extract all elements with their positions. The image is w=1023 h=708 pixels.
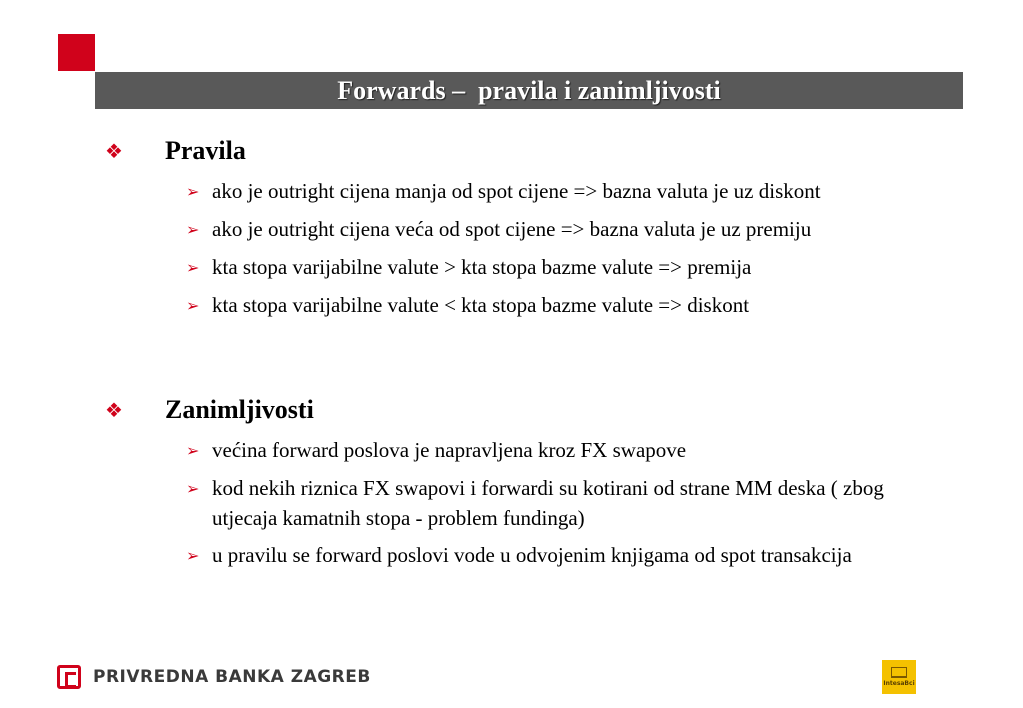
arrow-bullet-icon: ➢ [186,258,200,277]
list-item: ➢ kta stopa varijabilne valute < kta stopa bazme valute => diskont [186,290,906,321]
diamond-bullet-icon: ❖ [105,139,123,163]
list-item: ➢ kod nekih riznica FX swapovi i forwardi su kotirani od strane MM deska ( zbog utjecaja kamatnih stopa - problem fundinga) [186,473,906,533]
arrow-bullet-icon: ➢ [186,182,200,201]
list-item: ➢ kta stopa varijabilne valute > kta stopa bazme valute => premija [186,252,906,283]
section-label: Pravila [165,136,246,165]
zanimljivosti-list [186,435,906,578]
list-item: ➢ ako je outright cijena veća od spot cijene => bazna valuta je uz premiju [186,214,906,245]
list-item: ➢ u pravilu se forward poslovi vode u odvojenim knjigama od spot transakcija [186,540,906,571]
intesa-logo-text: IntesaBci [883,680,915,687]
intesa-logo [882,660,916,694]
arrow-bullet-icon: ➢ [186,546,200,565]
arrow-bullet-icon: ➢ [186,220,200,239]
pbz-logo-icon [57,665,81,689]
intesa-building-icon [891,667,907,678]
slide-title: Forwards – pravila i zanimljivosti [337,75,721,105]
section-heading-pravila [105,136,246,166]
arrow-bullet-icon: ➢ [186,441,200,460]
section-label: Zanimljivosti [165,395,314,424]
list-item: ➢ ako je outright cijena manja od spot cijene => bazna valuta je uz diskont [186,176,906,207]
list-item: ➢ većina forward poslova je napravljena kroz FX swapove [186,435,906,466]
arrow-bullet-icon: ➢ [186,296,200,315]
arrow-bullet-icon: ➢ [186,479,200,498]
section-heading-zanimljivosti [105,395,314,425]
bank-name: PRIVREDNA BANKA ZAGREB [93,667,371,687]
pravila-list [186,176,906,328]
diamond-bullet-icon: ❖ [105,398,123,422]
pbz-logo [57,665,371,689]
